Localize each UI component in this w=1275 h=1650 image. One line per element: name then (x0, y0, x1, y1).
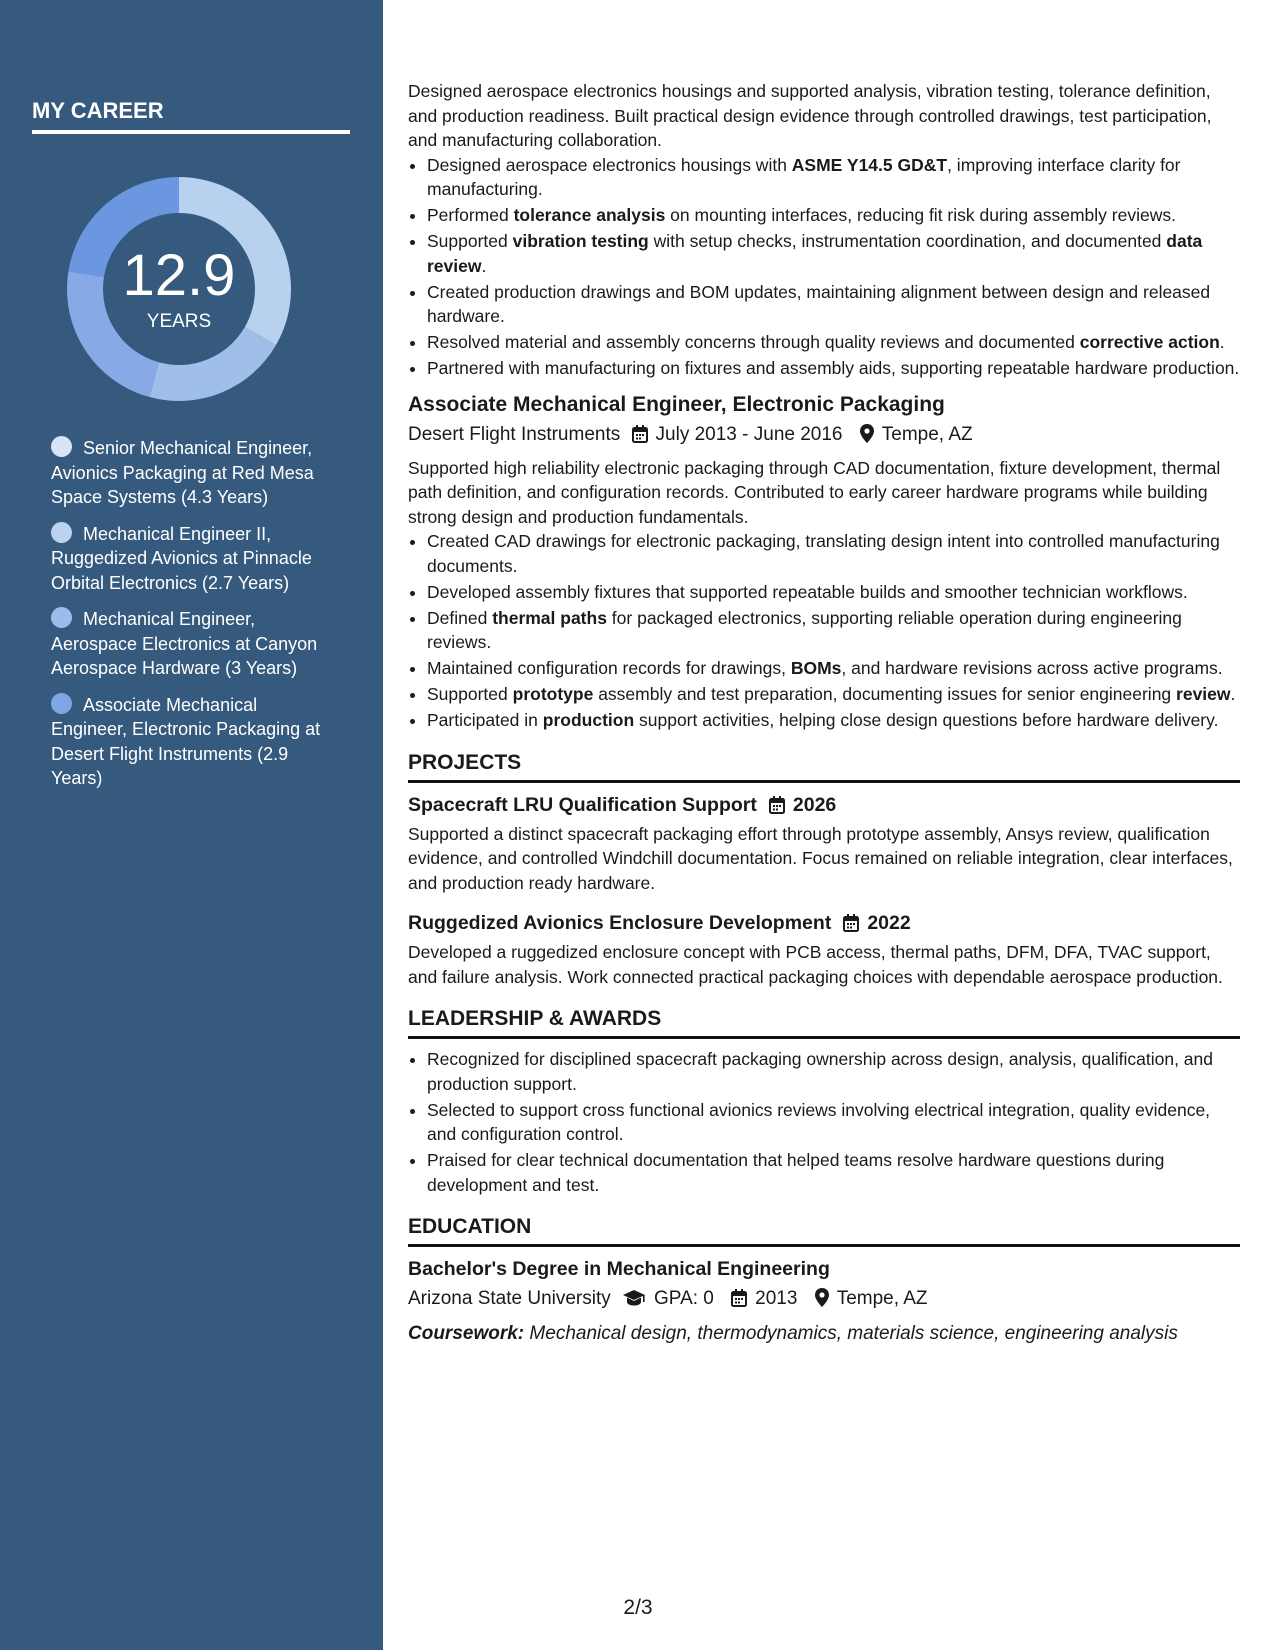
project-description: Developed a ruggedized enclosure concept with PCB access, thermal paths, DFM, DFA, TVAC support, and failure analysis. Work connected practical packaging choices with dependable aerospace production. (408, 942, 1223, 987)
leadership-item: • Selected to support cross functional avionics reviews involving electrical integration, quality evidence, and configuration control. (427, 1098, 1240, 1147)
job-bullet: • Resolved material and assembly concerns through quality reviews and documented corrective action. (427, 330, 1240, 355)
education-meta (408, 1285, 1240, 1316)
job-bullet: • Participated in production support activities, helping close design questions before hardware delivery. (427, 708, 1240, 733)
calendar-icon (843, 912, 859, 940)
job-bullet: • Developed assembly fixtures that supported repeatable builds and smoother technician workflows. (427, 580, 1240, 605)
career-role-item (51, 436, 331, 510)
job-bullet: • Maintained configuration records for drawings, BOMs, and hardware revisions across active programs. (427, 656, 1240, 681)
page-number: 2/3 (623, 1596, 653, 1619)
leadership-item: • Recognized for disciplined spacecraft packaging ownership across design, analysis, qualification, and production support. (427, 1047, 1240, 1096)
career-years-donut (67, 177, 291, 401)
career-heading: MY CAREER (32, 98, 350, 134)
projects-heading: PROJECTS (408, 749, 1240, 783)
job-bullet: • Partnered with manufacturing on fixtures and assembly aids, supporting repeatable hardware production. (427, 356, 1240, 381)
project-title: Ruggedized Avionics Enclosure Development 2022 (408, 909, 1240, 940)
legend-dot (51, 607, 72, 628)
coursework-text: Mechanical design, thermodynamics, materials science, engineering analysis (529, 1323, 1178, 1344)
map-pin-icon (815, 1288, 829, 1316)
job-bullet: • Supported vibration testing with setup checks, instrumentation coordination, and documented data review. (427, 229, 1240, 278)
map-pin-icon (860, 424, 874, 452)
job-bullet: • Performed tolerance analysis on mounting interfaces, reducing fit risk during assembly reviews. (427, 203, 1240, 228)
career-role-list (51, 436, 331, 803)
legend-dot (51, 522, 72, 543)
project-title: Spacecraft LRU Qualification Support 2026 (408, 791, 1240, 822)
leadership-heading: LEADERSHIP & AWARDS (408, 1005, 1240, 1039)
graduation-cap-icon (622, 1288, 646, 1316)
legend-dot (51, 436, 72, 457)
education-heading: EDUCATION (408, 1213, 1240, 1247)
donut-segment (149, 327, 276, 401)
career-role-item (51, 693, 331, 791)
job-bullet: • Defined thermal paths for packaged electronics, supporting reliable operation during engineering reviews. (427, 606, 1240, 655)
job-bullet: • Created CAD drawings for electronic packaging, translating design intent into controlled manufacturing documents. (427, 529, 1240, 578)
job-bullet: • Created production drawings and BOM updates, maintaining alignment between design and released hardware. (427, 280, 1240, 329)
total-years-value: 12.9 (122, 243, 236, 308)
calendar-icon (632, 424, 648, 452)
school-name: Arizona State University (408, 1288, 611, 1309)
company-name: Desert Flight Instruments (408, 423, 621, 445)
career-role-text: Senior Mechanical Engineer, Avionics Packaging at Red Mesa Space Systems (4.3 Years) (51, 438, 314, 507)
job-bullet: • Supported prototype assembly and test preparation, documenting issues for senior engineering review. (427, 682, 1240, 707)
graduation-year: 2013 (755, 1288, 798, 1309)
career-role-text: Associate Mechanical Engineer, Electronic Packaging at Desert Flight Instruments (2.9 Years) (51, 694, 321, 788)
leadership-item: • Praised for clear technical documentation that helped teams resolve hardware questions during development and test. (427, 1148, 1240, 1197)
calendar-icon (731, 1288, 747, 1316)
project-year: 2022 (867, 912, 911, 934)
total-years-unit: YEARS (146, 311, 212, 332)
job-meta (408, 421, 1240, 452)
education-location: Tempe, AZ (836, 1288, 928, 1309)
main-content (408, 79, 1240, 1348)
sidebar (0, 0, 383, 1650)
job-summary: Designed aerospace electronics housings and supported analysis, vibration testing, tolerance definition, and production readiness. Built practical design evidence through controlled drawings, test participation, and manufacturing collaboration. (408, 81, 1212, 150)
job-bullets (408, 529, 1240, 733)
job-title: Associate Mechanical Engineer, Electronic Packaging (408, 392, 945, 416)
job-location: Tempe, AZ (881, 423, 973, 445)
career-role-text: Mechanical Engineer, Aerospace Electronics at Canyon Aerospace Hardware (3 Years) (51, 609, 318, 678)
degree-title: Bachelor's Degree in Mechanical Engineering (408, 1258, 830, 1280)
gpa: GPA: 0 (654, 1288, 714, 1309)
project-description: Supported a distinct spacecraft packaging effort through prototype assembly, Ansys review, qualification evidence, and controlled Windchill documentation. Focus remained on reliable integration, clear interfaces, and production ready hardware. (408, 823, 1233, 893)
calendar-icon (769, 794, 785, 822)
career-role-item (51, 607, 331, 681)
job-dates: July 2013 - June 2016 (655, 423, 843, 445)
leadership-list (408, 1047, 1240, 1197)
project-year: 2026 (792, 793, 837, 816)
job-summary: Supported high reliability electronic packaging through CAD documentation, fixture development, thermal path definition, and configuration records. Contributed to early career hardware programs while building strong design and production fundamentals. (408, 457, 1221, 527)
job-bullet: • Designed aerospace electronics housings with ASME Y14.5 GD&T, improving interface clarity for manufacturing. (427, 153, 1240, 202)
career-role-text: Mechanical Engineer II, Ruggedized Avionics at Pinnacle Orbital Electronics (2.7 Years) (51, 523, 312, 593)
legend-dot (51, 693, 72, 714)
coursework-label: Coursework: (408, 1323, 525, 1344)
career-role-item (51, 522, 331, 596)
job-bullets (408, 153, 1240, 381)
coursework (408, 1320, 1240, 1348)
